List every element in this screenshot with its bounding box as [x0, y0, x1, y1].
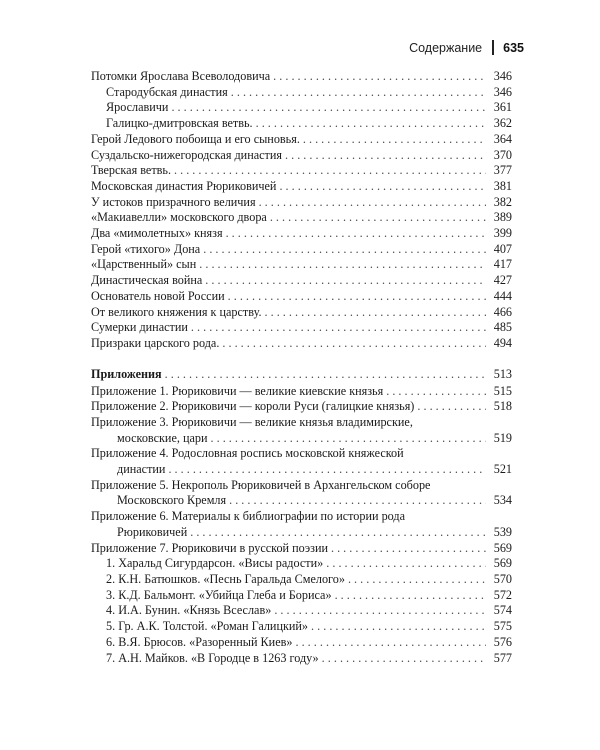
section-title: Содержание — [409, 40, 483, 55]
running-header — [409, 40, 524, 55]
toc-entry-poem[interactable]: 3. К.Д. Бальмонт. «Убийца Глеба и Бориса» . . . 572 — [91, 588, 512, 604]
dot-leader — [205, 273, 486, 289]
dot-leader — [335, 588, 486, 604]
dot-leader — [190, 525, 486, 541]
dot-leader — [311, 619, 486, 635]
toc-entry[interactable]: Сумерки династии . . . 485 — [91, 320, 512, 336]
dot-leader — [203, 242, 486, 258]
toc-entry-poem[interactable]: 6. В.Я. Брюсов. «Разоренный Киев» . . . 576 — [91, 635, 512, 651]
dot-leader — [171, 100, 486, 116]
toc-entry[interactable]: Призраки царского рода. . . . 494 — [91, 336, 512, 352]
toc-entry[interactable]: От великого княжения к царству. . . . 466 — [91, 305, 512, 321]
toc-entry-appendix-1[interactable]: Приложение 1. Рюриковичи — великие киевские князья . . . 515 — [91, 384, 512, 400]
dot-leader — [279, 179, 486, 195]
table-of-contents — [91, 69, 512, 666]
toc-entry-poem[interactable]: 4. И.А. Бунин. «Князь Всеслав» . . . 574 — [91, 603, 512, 619]
toc-entry-poem[interactable]: 2. К.Н. Батюшков. «Песнь Гаральда Смелого» . . . 570 — [91, 572, 512, 588]
dot-leader — [191, 320, 486, 336]
dot-leader — [226, 226, 486, 242]
dot-leader — [165, 367, 486, 383]
toc-entry-poem[interactable]: 1. Харальд Сигурдарсон. «Висы радости» . . . 569 — [91, 556, 512, 572]
dot-leader — [265, 305, 486, 321]
toc-entry[interactable]: Основатель новой России . . . 444 — [91, 289, 512, 305]
toc-entry[interactable]: У истоков призрачного величия . . . 382 — [91, 195, 512, 211]
dot-leader — [231, 85, 486, 101]
toc-entry-appendix-3[interactable]: Приложение 3. Рюриковичи — великие князья владимирские, московские, цари . . . 519 — [91, 415, 512, 446]
toc-entry-appendix-7[interactable]: Приложение 7. Рюриковичи в русской поэзии . . . 569 — [91, 541, 512, 557]
dot-leader — [229, 493, 486, 509]
dot-leader — [295, 635, 486, 651]
toc-entry-appendix-2[interactable]: Приложение 2. Рюриковичи — короли Руси (галицкие князья) . . . 518 — [91, 399, 512, 415]
dot-leader — [331, 541, 486, 557]
section-gap — [91, 352, 512, 367]
dot-leader — [285, 148, 486, 164]
dot-leader — [168, 462, 486, 478]
toc-entry[interactable]: Суздальско-нижегородская династия . . . 370 — [91, 148, 512, 164]
dot-leader — [259, 195, 486, 211]
dot-leader — [417, 399, 486, 415]
dot-leader — [303, 132, 486, 148]
toc-entry-appendix-6[interactable]: Приложение 6. Материалы к библиографии по истории рода Рюриковичей . . . 539 — [91, 509, 512, 540]
toc-entry-appendix-4[interactable]: Приложение 4. Родословная роспись московской княжеской династии . . . 521 — [91, 446, 512, 477]
dot-leader — [256, 116, 486, 132]
dot-leader — [326, 556, 486, 572]
dot-leader — [174, 163, 486, 179]
toc-entry[interactable]: Ярославичи . . . 361 — [91, 100, 512, 116]
toc-entry[interactable]: Герой Ледового побоища и его сыновья. . . . 364 — [91, 132, 512, 148]
dot-leader — [222, 336, 486, 352]
toc-entry[interactable]: Стародубская династия . . . 346 — [91, 85, 512, 101]
header-divider — [492, 40, 494, 55]
dot-leader — [274, 603, 486, 619]
toc-entry[interactable]: Тверская ветвь. . . . 377 — [91, 163, 512, 179]
toc-entry-poem[interactable]: 5. Гр. А.К. Толстой. «Роман Галицкий» . . . 575 — [91, 619, 512, 635]
toc-entry[interactable]: Галицко-дмитровская ветвь. . . . 362 — [91, 116, 512, 132]
toc-entry[interactable]: Два «мимолетных» князя . . . 399 — [91, 226, 512, 242]
toc-entry[interactable]: Династическая война . . . 427 — [91, 273, 512, 289]
dot-leader — [228, 289, 486, 305]
toc-entry[interactable]: Московская династия Рюриковичей . . . 381 — [91, 179, 512, 195]
toc-entry[interactable]: Герой «тихого» Дона . . . 407 — [91, 242, 512, 258]
page-number: 635 — [503, 40, 524, 55]
dot-leader — [348, 572, 486, 588]
dot-leader — [270, 210, 486, 226]
dot-leader — [386, 384, 486, 400]
toc-entry[interactable]: «Макиавелли» московского двора . . . 389 — [91, 210, 512, 226]
dot-leader — [322, 651, 486, 667]
dot-leader — [273, 69, 486, 85]
toc-heading-appendices[interactable]: Приложения . . . 513 — [91, 367, 512, 383]
dot-leader — [211, 431, 486, 447]
toc-entry-poem[interactable]: 7. А.Н. Майков. «В Городце в 1263 году» . . . 577 — [91, 651, 512, 667]
toc-entry[interactable]: «Царственный» сын . . . 417 — [91, 257, 512, 273]
toc-entry[interactable]: Потомки Ярослава Всеволодовича . . . 346 — [91, 69, 512, 85]
toc-entry-appendix-5[interactable]: Приложение 5. Некрополь Рюриковичей в Архангельском соборе Московского Кремля . . . 534 — [91, 478, 512, 509]
dot-leader — [199, 257, 486, 273]
